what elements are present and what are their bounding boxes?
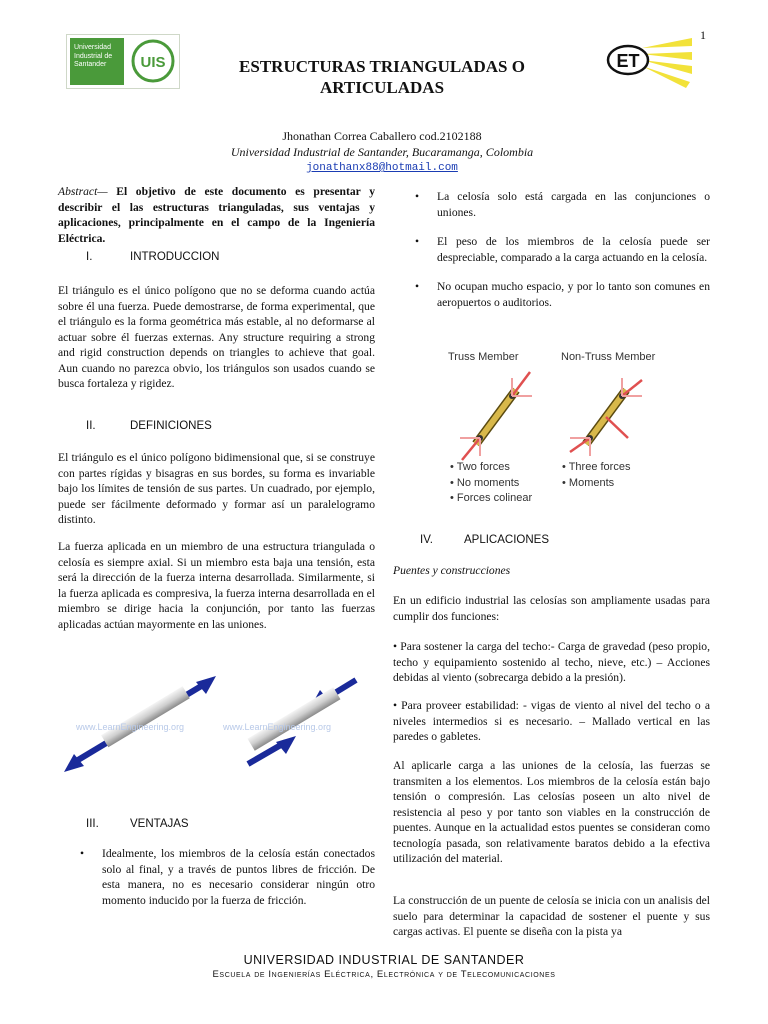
- non-truss-properties: • Three forces • Moments: [562, 461, 631, 489]
- footer-school: Escuela de Ingenierías Eléctrica, Electrónica y de Telecomunicaciones: [212, 969, 556, 980]
- aplicaciones-paragraph-1: En un edificio industrial las celosías son ampliamente usadas para cumplir dos funciones:: [393, 594, 710, 623]
- intro-paragraph: El triángulo es el único polígono que no se deforma cuando actúa sobre él una fuerza. Puede demostrarse, de forma experimental, que el triángulo es la forma geométrica más estable, al no deformarse al actuar sobre él fuerzas externas. Any structure requiring a strong and rigid construction depends on triangles to achieve that goal. Aun cuando no parezca obvio, los triángulos son usados cuando se busca fortaleza y rigidez.: [58, 284, 375, 390]
- aplicaciones-paragraph-5: La construcción de un puente de celosía se inicia con un analisis del suelo para determinar la capacidad de sostener el puente y sus cargas activas. El puente se diseña con la pista ya: [393, 894, 710, 938]
- author-name: Jhonathan Correa Caballero cod.2102188: [282, 129, 482, 143]
- section-heading-ventajas: III. VENTAJAS: [86, 818, 189, 830]
- paper-title: ESTRUCTURAS TRIANGULADAS O ARTICULADAS: [239, 57, 525, 97]
- list-item: • No ocupan mucho espacio, y por lo tanto son comunes en aeropuertos o auditorios.: [397, 279, 710, 310]
- uis-logo-mark: [131, 38, 175, 85]
- list-item: • La celosía solo está cargada en las conjunciones o uniones.: [397, 189, 710, 220]
- section-heading-intro: I. INTRODUCCION: [86, 251, 220, 263]
- watermark-1: www.LearnEngineering.org: [76, 722, 185, 732]
- ventajas-list-right: [397, 189, 710, 324]
- section-heading-definiciones: II. DEFINICIONES: [86, 420, 212, 432]
- list-item: • El peso de los miembros de la celosía puede ser despreciable, comparado a la carga actuando en la celosía.: [397, 234, 710, 265]
- aplicaciones-subheading: Puentes y construcciones: [393, 564, 511, 577]
- svg-text:UIS: UIS: [140, 54, 166, 71]
- author-block: [200, 128, 564, 176]
- truss-properties: • Two forces • No moments • Forces colinear: [450, 461, 533, 504]
- definiciones-paragraph-2: La fuerza aplicada en un miembro de una estructura triangulada o celosía es siempre axial. Si un miembro esta baja una tensión, esta será la dirección de la fuerza interna desarrollada. Similarmente, si la fuerza aplicada es compresiva, la fuerza interna desarrollada en el miembro se dirige hacia la conjunción, por tanto las fuerzas aplicadas actúan mayormente en las uniones.: [58, 540, 375, 631]
- watermark-2: www.LearnEngineering.org: [223, 722, 332, 732]
- page-number: 1: [700, 28, 706, 42]
- section-heading-aplicaciones: IV. APLICACIONES: [420, 534, 549, 546]
- svg-text:ET: ET: [616, 51, 640, 71]
- definiciones-paragraph-1: El triángulo es el único polígono bidimensional que, si se construye con partes rígidas y bisagras en sus bordes, su forma es invariable bajo los límites de tensión de sus partes. Un cuadrado, por ejemplo, puede ser fácilmente deformado y formar así un paralelogramo distinto.: [58, 451, 375, 526]
- non-truss-member-label: Non-Truss Member: [561, 351, 656, 363]
- author-email[interactable]: jonathanx88@hotmail.com: [306, 162, 458, 174]
- uis-logo: [66, 34, 180, 89]
- ventajas-list-left: [62, 846, 375, 922]
- list-item: • Idealmente, los miembros de la celosía están conectados solo al final, y a través de puntos libres de fricción. De esta manera, no es necesario considerar ningún otro momento inducido por la fuerza de fricción.: [62, 846, 375, 908]
- abstract: [58, 184, 375, 246]
- truss-diagram: [420, 366, 690, 462]
- footer-university: UNIVERSIDAD INDUSTRIAL DE SANTANDER: [243, 953, 525, 967]
- uis-logo-text: Universidad Industrial de Santander: [70, 38, 124, 85]
- axial-force-figure: [58, 668, 375, 788]
- truss-member-label: Truss Member: [448, 351, 519, 363]
- truss-member-figure: [420, 344, 690, 509]
- aplicaciones-paragraph-4: Al aplicarle carga a las uniones de la celosía, las fuerzas se transmiten a los elementos. Los miembros de la celosía están bajo tensión o compresión. Las celosías poseen un alto nivel de resistencia al peso y por tanto son viables en la construcción de puentes. Aunque en la actualidad estos puentes se consideran como tecnología pasada, son relativamente baratos debido a la efectiva utilización del material.: [393, 759, 710, 865]
- aplicaciones-paragraph-2: • Para sostener la carga del techo:- Carga de gravedad (peso propio, techo y equipamiento sostenido al techo, nieve, etc.) – Acciones debidas al viento (sobrecarga debido a la presión).: [393, 640, 710, 684]
- abstract-text: El objetivo de este documento es presentar y describir el las estructuras trianguladas, sus ventajas y aplicaciones, principalmente en el campo de la Ingeniería Eléctrica.: [58, 185, 375, 245]
- author-affiliation: Universidad Industrial de Santander, Bucaramanga, Colombia: [230, 145, 534, 159]
- et-logo-icon: [602, 38, 692, 88]
- aplicaciones-paragraph-3: • Para proveer estabilidad: - vigas de viento al nivel del techo o a niveles intermedios si es necesario. – Mallado vertical en las paredes o gabletes.: [393, 699, 710, 743]
- abstract-label: Abstract—: [58, 185, 108, 198]
